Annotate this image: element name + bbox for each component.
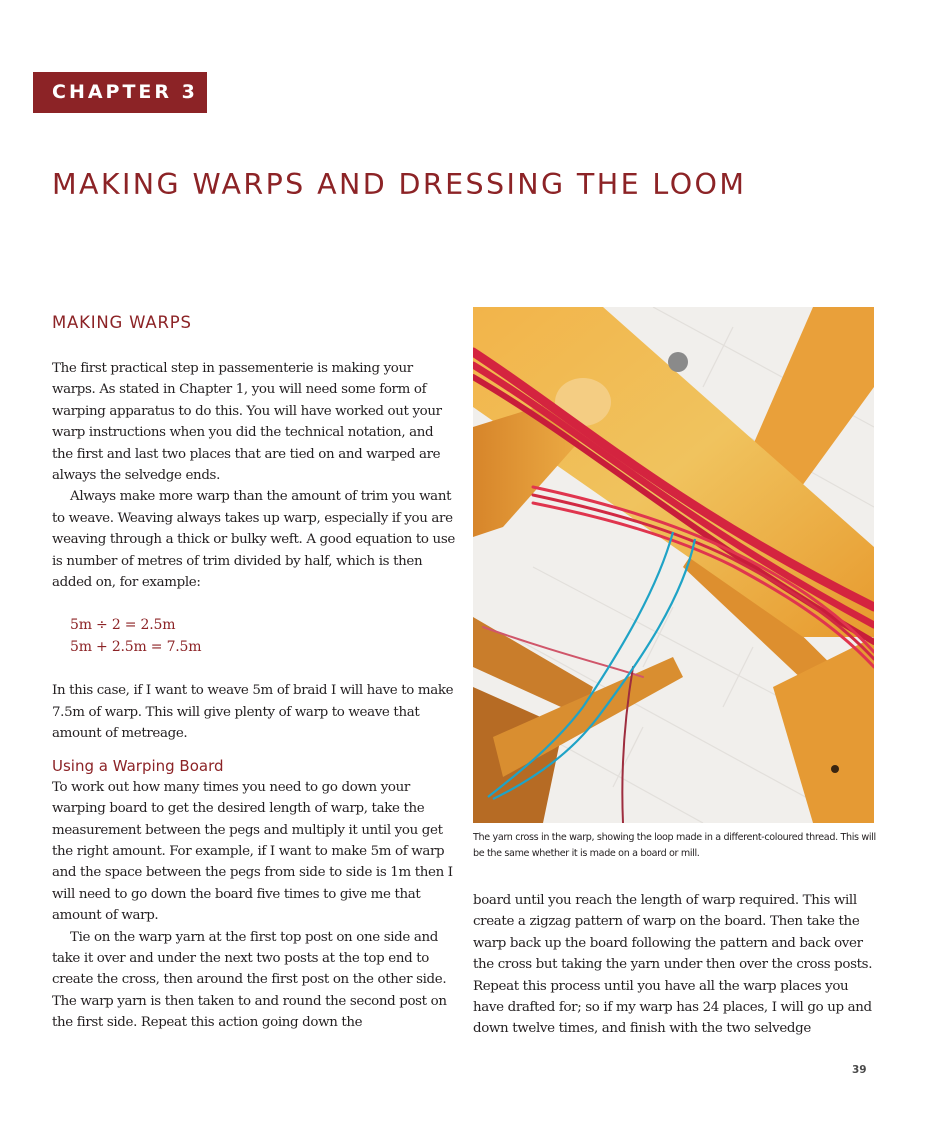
body-paragraph: The first practical step in passementerie is making your warps. As stated in Chapter 1, you will need some form of warping apparatus to do this. You will have worked out your warp instructions when you did the technical notation, and the first and last two places that are tied on and warped are always the selvedge ends. [52, 361, 442, 484]
equation: 5m ÷ 2 = 2.5m [70, 617, 176, 634]
figure-caption: The yarn cross in the warp, showing the loop made in a different-coloured thread. This will be the same whether it is made on a board or mill. [473, 832, 876, 859]
body-paragraph: Tie on the warp yarn at the first top post on one side and take it over and under the next two posts at the top end to create the cross, then around the first post on the other side. The warp yarn is then taken to and round the second post on the first side. Repeat this action going down the [52, 929, 447, 1031]
metal-bolt [668, 352, 688, 372]
subsection-heading: Using a Warping Board [52, 756, 224, 775]
warp-cross-photo [473, 307, 874, 823]
body-paragraph: Always make more warp than the amount of trim you want to weave. Weaving always takes up warp, especially if you are weaving through a thick or bulky weft. A good equation to use is number of metres of trim divided by half, which is then added on, for example: [52, 489, 455, 591]
right-column [473, 890, 878, 1040]
page-title: MAKING WARPS AND DRESSING THE LOOM [52, 168, 747, 201]
equation-block [70, 615, 457, 658]
body-paragraph: board until you reach the length of warp required. This will create a zigzag pattern of warp on the board. Then take the warp back up the board following the pattern and back over the cross but taking the yarn under then over the cross posts. Repeat this process until you have all the warp places you have drafted for; so if my warp has 24 places, I will go up and down twelve times, and finish with the two selvedge [473, 893, 873, 1037]
section-heading: MAKING WARPS [52, 313, 192, 332]
body-paragraph: In this case, if I want to weave 5m of braid I will have to make 7.5m of warp. This will give plenty of warp to weave that amount of metreage. [52, 683, 454, 742]
chapter-label: CHAPTER 3 [52, 81, 198, 103]
hole [831, 765, 839, 773]
chapter-badge [33, 72, 207, 113]
equation: 5m + 2.5m = 7.5m [70, 638, 202, 655]
page-number: 39 [852, 1064, 867, 1076]
left-column [52, 310, 457, 1034]
body-paragraph: To work out how many times you need to go down your warping board to get the desired length of warp, take the measurement between the pegs and multiply it until you get the right amount. For example, if I want to make 5m of warp and the space between the pegs from side to side is 1m then I will need to go down the board five times to give me that amount of warp. [52, 779, 453, 924]
